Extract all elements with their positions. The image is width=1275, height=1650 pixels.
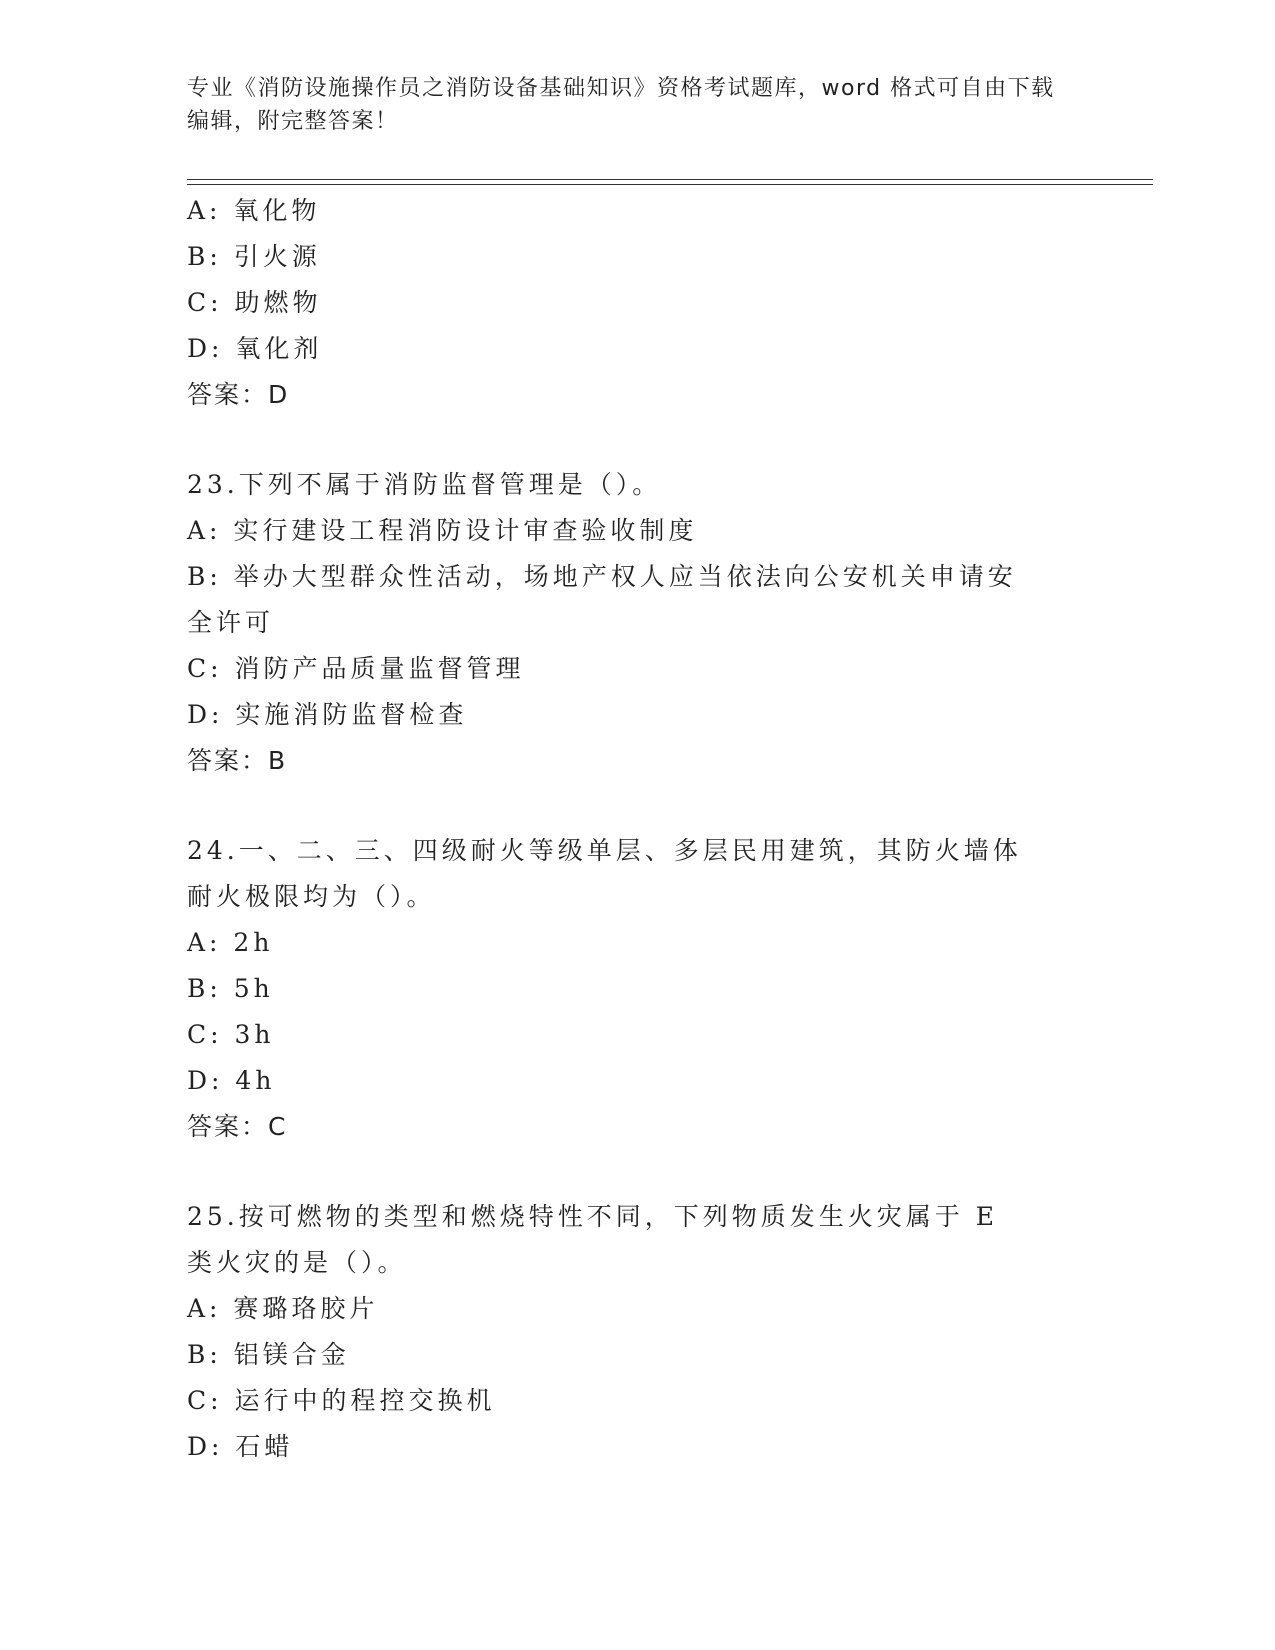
question-text: 25.按可燃物的类型和燃烧特性不同，下列物质发生火灾属于 E 类火灾的是（）。 <box>187 1202 998 1277</box>
option-d: D: 4h <box>187 1066 276 1095</box>
option-a: A: 氧化物 <box>187 196 321 225</box>
document-header: 专业《消防设施操作员之消防设备基础知识》资格考试题库，word 格式可自由下载编辑，附完整答案！ <box>187 76 1055 134</box>
option-b: B: 铝镁合金 <box>187 1340 350 1369</box>
option-d: D: 实施消防监督检查 <box>187 700 468 729</box>
option-b: B: 引火源 <box>187 242 321 271</box>
option-b: B: 举办大型群众性活动，场地产权人应当依法向公安机关申请安全许可 <box>187 562 1017 637</box>
question-25 <box>187 1194 1087 1470</box>
option-a: A: 实行建设工程消防设计审查验收制度 <box>187 516 698 545</box>
preface-question-options <box>187 188 1087 418</box>
option-d: D: 氧化剂 <box>187 334 323 363</box>
option-c: C: 助燃物 <box>187 288 322 317</box>
question-24 <box>187 828 1087 1150</box>
option-d: D: 石蜡 <box>187 1432 294 1461</box>
question-text: 24.一、二、三、四级耐火等级单层、多层民用建筑，其防火墙体耐火极限均为（）。 <box>187 836 1022 911</box>
header-divider-top <box>187 179 1153 180</box>
answer-label: 答案：C <box>187 1112 288 1141</box>
question-23 <box>187 462 1087 784</box>
answer-label: 答案：B <box>187 746 288 775</box>
answer-label: 答案：D <box>187 380 290 409</box>
option-b: B: 5h <box>187 974 274 1003</box>
option-a: A: 赛璐珞胶片 <box>187 1294 379 1323</box>
option-c: C: 运行中的程控交换机 <box>187 1386 496 1415</box>
question-list <box>187 188 1087 1470</box>
option-c: C: 消防产品质量监督管理 <box>187 654 525 683</box>
option-c: C: 3h <box>187 1020 275 1049</box>
option-a: A: 2h <box>187 928 274 957</box>
question-text: 23.下列不属于消防监督管理是（）。 <box>187 470 662 499</box>
header-divider-bottom <box>187 184 1153 185</box>
